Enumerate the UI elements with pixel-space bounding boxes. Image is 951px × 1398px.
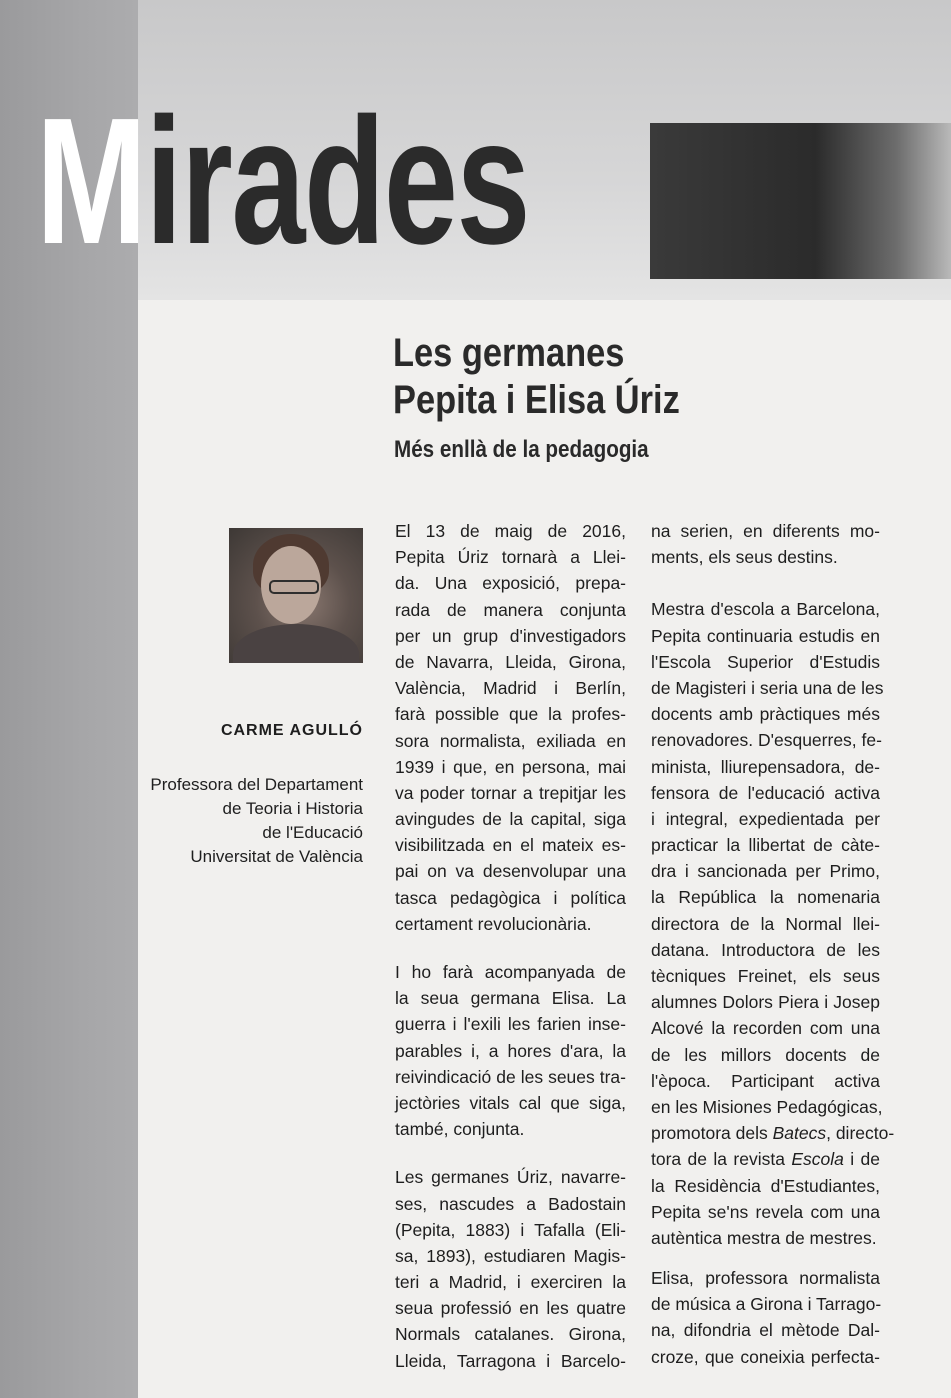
author-bio-line: de Teoria i Historia xyxy=(222,799,363,818)
text-line: Pepita continuaria estudis en xyxy=(651,625,880,646)
text-line: dra i sancionada per Primo, xyxy=(651,861,880,882)
text-line: croze, que coneixia perfecta- xyxy=(651,1346,880,1367)
text-line: per un grup d'investigadors xyxy=(395,625,626,646)
paragraph xyxy=(651,518,880,570)
text-line: na, difondria el mètode Dal- xyxy=(651,1320,880,1341)
text-line: Elisa, professora normalista xyxy=(651,1268,880,1289)
text-line: també, conjunta. xyxy=(395,1119,525,1140)
text-line: la República la nomenaria xyxy=(651,887,880,908)
text-line: Alcové la recorden com una xyxy=(651,1018,880,1039)
author-bio-line: Universitat de València xyxy=(190,847,363,866)
text-line: El 13 de maig de 2016, xyxy=(395,521,626,541)
text-line: parables i, a hores d'ara, la xyxy=(395,1040,626,1061)
text-line: sa, 1893), estudiaren Magis- xyxy=(395,1245,626,1266)
text-line: tora de la revista Escola i de xyxy=(651,1149,881,1170)
text-line: l'Escola Superior d'Estudis xyxy=(651,651,880,672)
text-line: ments, els seus destins. xyxy=(651,547,838,568)
paragraph xyxy=(395,518,626,937)
text-line: na serien, en diferents mo- xyxy=(651,521,880,541)
text-line: de Magisteri i seria una de les xyxy=(651,677,884,698)
text-line: fensora de l'educació activa xyxy=(651,782,880,803)
text-line: reivindicació de les seues tra- xyxy=(395,1066,626,1087)
paragraph xyxy=(395,959,626,1142)
text-line: tasca pedagògica i política xyxy=(395,887,626,908)
text-line: la Residència d'Estudiantes, xyxy=(651,1175,880,1196)
text-line: autèntica mestra de mestres. xyxy=(651,1227,877,1248)
text-line: de Navarra, Lleida, Girona, xyxy=(395,651,626,672)
body-column-1 xyxy=(395,518,626,1396)
text-line: Pepita Úriz tornarà a Llei- xyxy=(395,547,626,568)
paragraph xyxy=(395,1164,626,1374)
text-line: promotora dels Batecs, directo- xyxy=(651,1123,895,1144)
text-line: de música a Girona i Tarrago- xyxy=(651,1294,882,1315)
text-line: alumnes Dolors Piera i Josep xyxy=(651,992,880,1013)
body-column-2 xyxy=(651,518,895,1392)
text-line: l'època. Participant activa xyxy=(651,1070,880,1091)
paragraph xyxy=(651,1265,880,1370)
text-line: directora de la Normal llei- xyxy=(651,913,880,934)
text-line: visibilitzada en el mateix es- xyxy=(395,835,626,856)
text-line: I ho farà acompanyada de xyxy=(395,962,626,982)
text-line: (Pepita, 1883) i Tafalla (Eli- xyxy=(395,1219,626,1240)
text-line: 1939 i que, en persona, mai xyxy=(395,756,626,777)
author-bio xyxy=(140,773,363,869)
text-line: minista, lliurepensadora, de- xyxy=(651,756,880,777)
text-line: sora normalista, exiliada en xyxy=(395,730,626,751)
text-line: Les germanes Úriz, navarre- xyxy=(395,1167,626,1188)
text-line: datana. Introductora de les xyxy=(651,939,880,960)
text-line: Normals catalanes. Girona, xyxy=(395,1324,626,1345)
article-title-line: Les germanes xyxy=(393,331,625,375)
text-line: València, Madrid i Berlín, xyxy=(395,678,626,699)
text-line: renovadores. D'esquerres, fe- xyxy=(651,730,882,751)
article-title-line: Pepita i Elisa Úriz xyxy=(393,378,680,422)
text-line: practicar la llibertat de càte- xyxy=(651,835,880,856)
text-line: da. Una exposició, prepa- xyxy=(395,573,626,594)
text-line: Pepita se'ns revela com una xyxy=(651,1201,880,1222)
text-line: teri a Madrid, i exerciren la xyxy=(395,1272,626,1293)
paragraph xyxy=(651,596,895,1251)
article-title xyxy=(393,330,680,424)
text-line: farà possible que la profes- xyxy=(395,704,626,725)
batecs-title: Batecs xyxy=(772,1123,827,1144)
text-line: docents amb pràctiques més xyxy=(651,704,880,725)
text-line: Mestra d'escola a Barcelona, xyxy=(651,599,880,620)
author-name: CARME AGULLÓ xyxy=(220,722,363,739)
text-line: en les Misiones Pedagógicas, xyxy=(651,1096,883,1117)
text-line: tècniques Freinet, els seus xyxy=(651,966,880,986)
text-line: pai on va desenvolupar una xyxy=(395,861,626,882)
text-line: Lleida, Tarragona i Barcelo- xyxy=(395,1350,626,1371)
text-line: la seua germana Elisa. La xyxy=(395,988,626,1009)
escola-title: Escola xyxy=(791,1149,844,1170)
text-line: certament revolucionària. xyxy=(395,913,592,934)
text-line: de les millors docents de xyxy=(651,1044,880,1065)
text-line: ses, nascudes a Badostain xyxy=(395,1193,626,1214)
text-line: va poder tornar a trepitjar les xyxy=(395,782,626,803)
author-photo xyxy=(229,528,363,663)
article-subtitle: Més enllà de la pedagogia xyxy=(394,436,649,463)
section-title-first-letter: M xyxy=(36,81,146,282)
header-photo xyxy=(650,123,951,279)
text-line: guerra i l'exili les farien inse- xyxy=(395,1014,626,1035)
section-title xyxy=(36,81,530,282)
text-line: jectòries vitals cal que siga, xyxy=(395,1092,626,1113)
text-line: seua professió en les quatre xyxy=(395,1298,626,1319)
text-line: i integral, expedientada per xyxy=(651,808,880,829)
text-line: rada de manera conjunta xyxy=(395,599,626,620)
author-bio-line: Professora del Departament xyxy=(150,775,363,794)
author-bio-line: de l'Educació xyxy=(262,823,363,842)
text-line: avingudes de la capital, siga xyxy=(395,809,626,830)
section-title-rest: irades xyxy=(145,81,530,282)
